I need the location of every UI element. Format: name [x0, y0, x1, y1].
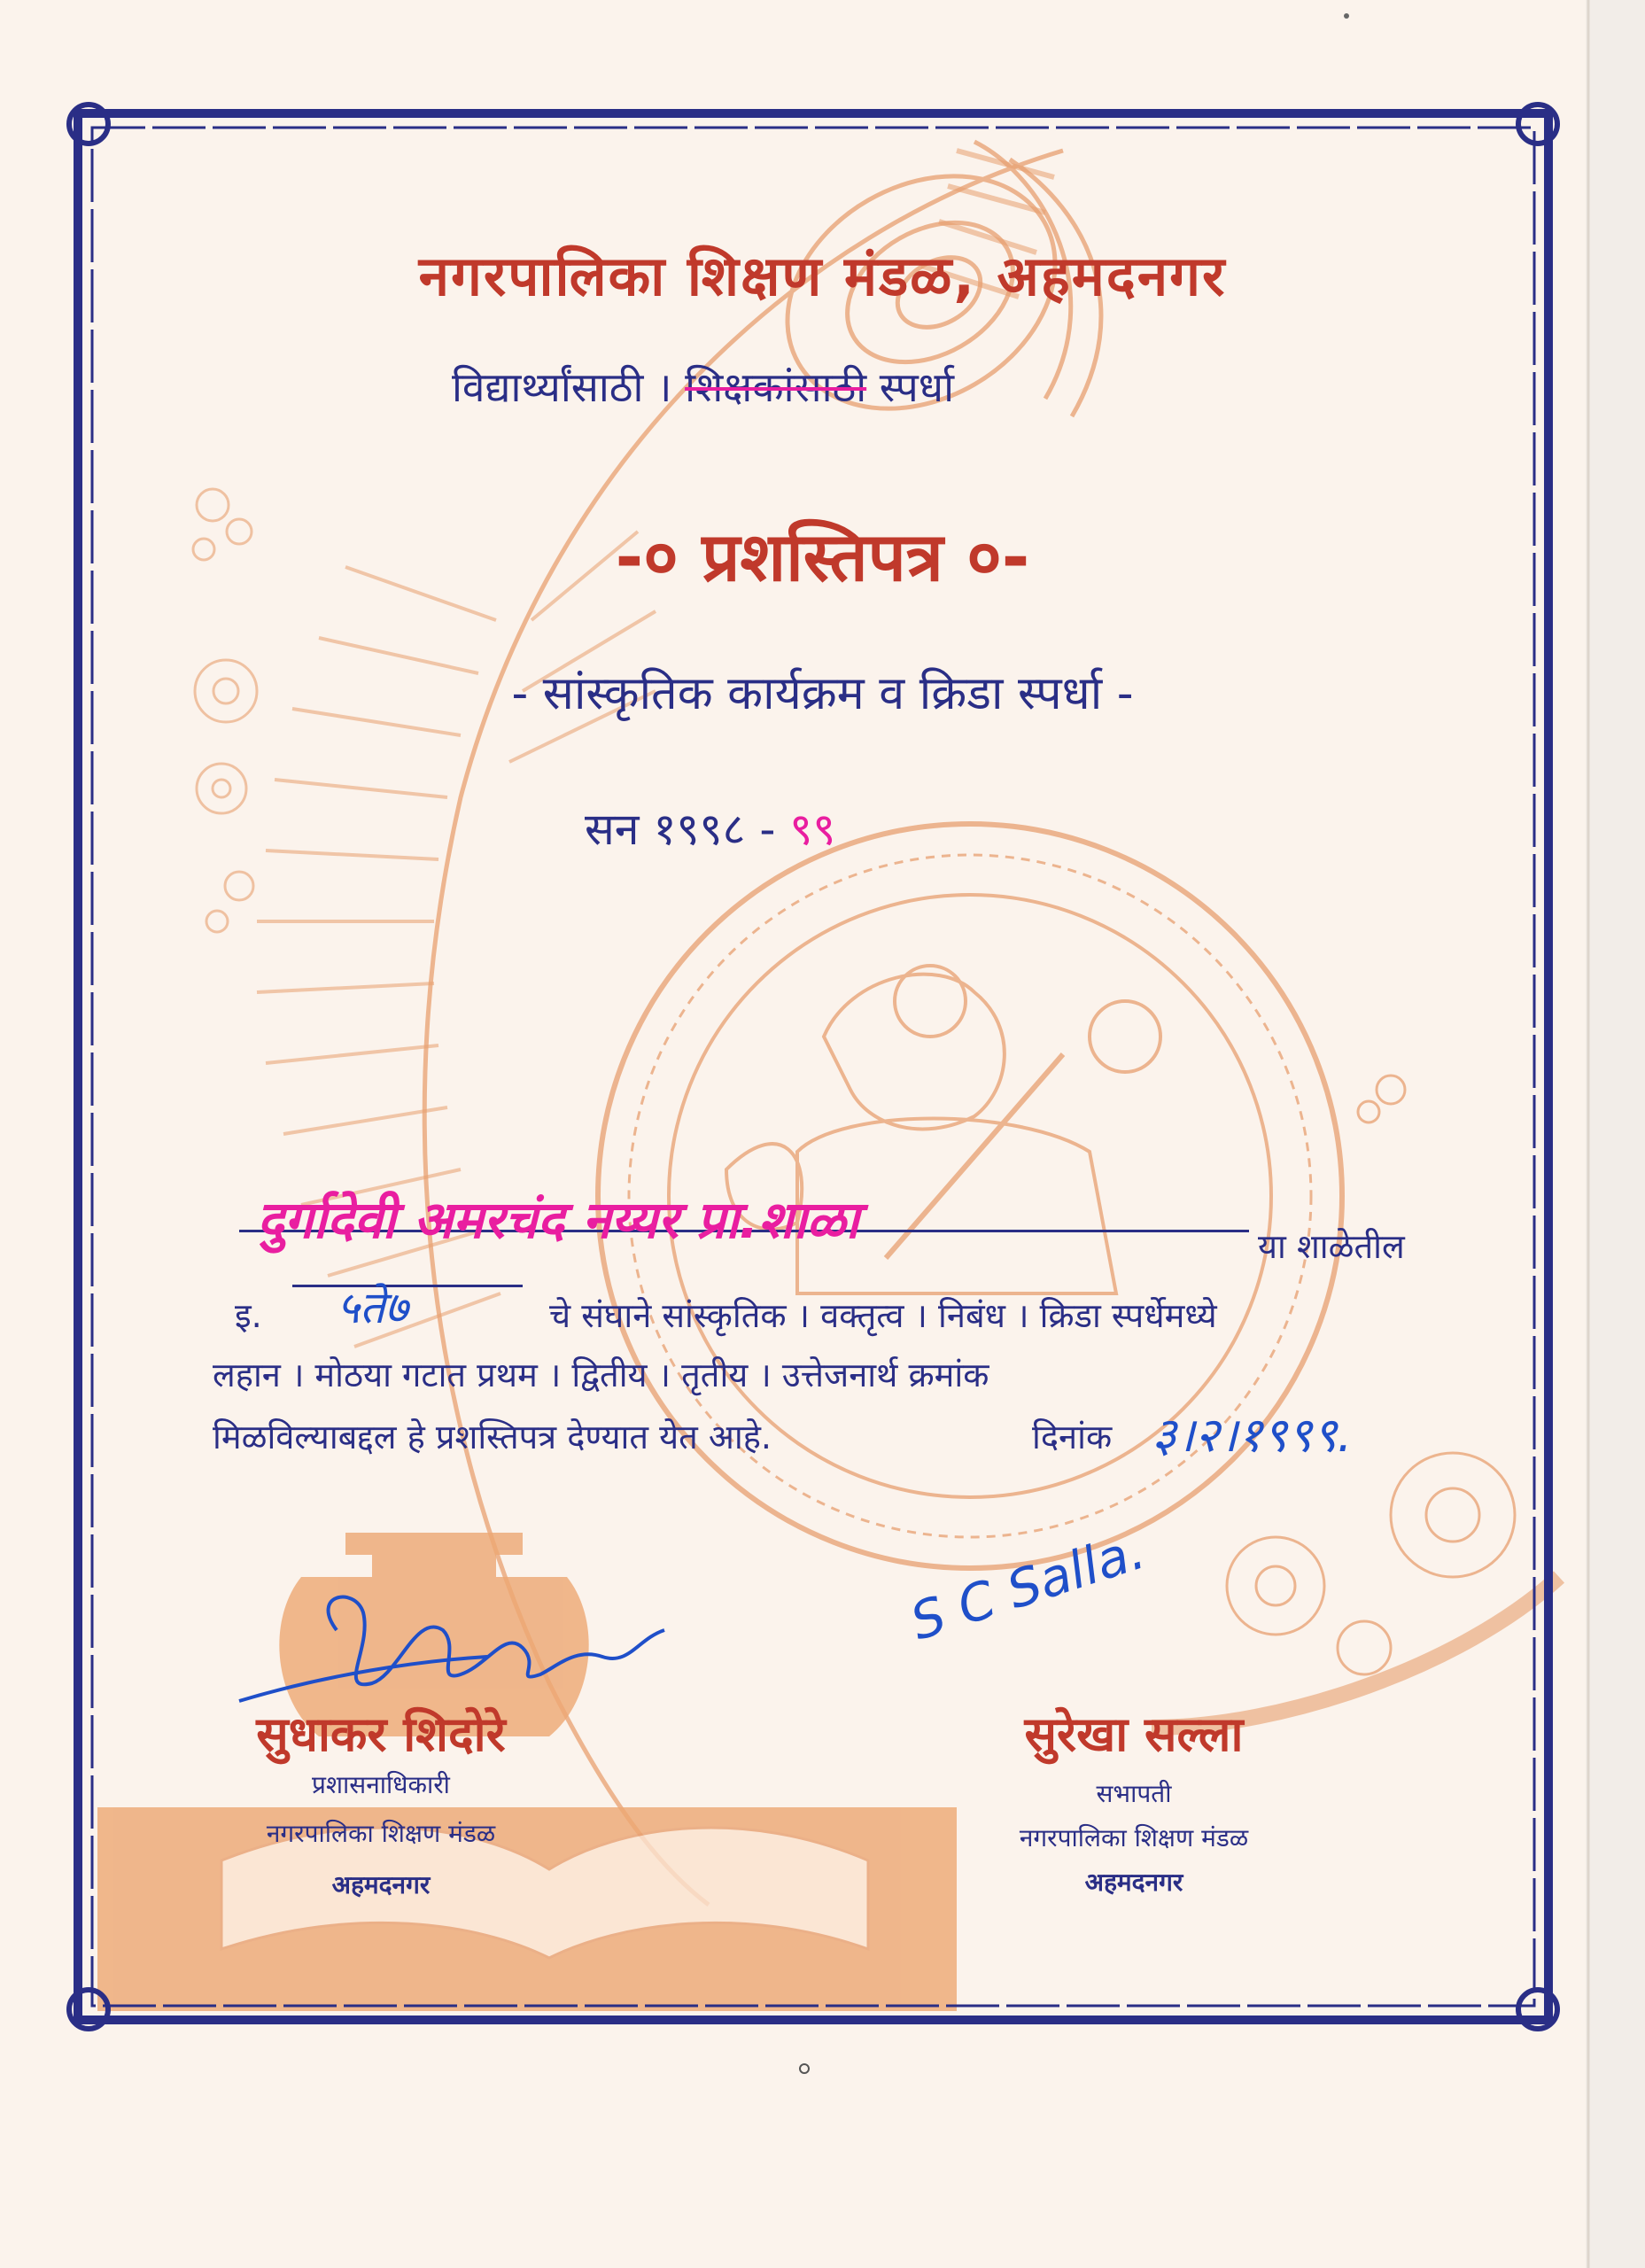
- signatory-right-name: सुरेखा सल्ला: [1024, 1706, 1244, 1762]
- signatory-left-org: नगरपालिका शिक्षण मंडळ: [266, 1819, 496, 1848]
- competition-label: स्पर्धा: [879, 363, 955, 411]
- certificate-title: -० प्रशस्तिपत्र ०-: [615, 517, 1030, 596]
- signatory-left-city: अहमदनगर: [331, 1870, 431, 1899]
- class-handwritten: ५ते७: [337, 1282, 408, 1333]
- separator: ।: [656, 363, 672, 411]
- body-line-4: मिळविल्याबद्दल हे प्रशस्तिपत्र देण्यात येत आहे.: [213, 1418, 772, 1456]
- signatory-right-role: सभापती: [1096, 1779, 1172, 1808]
- year-printed: १९९८: [653, 804, 746, 855]
- signatory-left-name: सुधाकर शिदोरे: [256, 1706, 506, 1762]
- signatory-right-org: नगरपालिका शिक्षण मंडळ: [1019, 1823, 1249, 1852]
- competition-type-line: [452, 359, 954, 414]
- date-label: दिनांक: [1032, 1418, 1113, 1456]
- date-handwritten: ३।२।१९९९.: [1152, 1407, 1353, 1463]
- year-label: सन: [585, 804, 640, 855]
- organization-title: नगरपालिका शिक्षण मंडळ, अहमदनगर: [418, 244, 1227, 308]
- signatory-right-city: अहमदनगर: [1084, 1868, 1183, 1897]
- for-students-label: विद्यार्थ्यांसाठी: [452, 363, 644, 411]
- class-prefix: इ.: [235, 1296, 262, 1335]
- signatory-left-role: प्रशासनाधिकारी: [312, 1770, 450, 1799]
- for-teachers-label: शिक्षकांसाठी: [685, 363, 867, 411]
- signature-right: S C Salla.: [904, 1519, 1152, 1652]
- body-line-3: लहान । मोठया गटात प्रथम । द्वितीय । तृतीय । उत्तेजनार्थ क्रमांक: [213, 1355, 989, 1394]
- academic-year: [585, 797, 835, 858]
- year-handwritten: ९९: [789, 804, 836, 855]
- school-name-handwritten: दुर्गादेवी अमरचंद नय्यर प्रा.शाळा: [257, 1190, 859, 1250]
- certificate-subtitle: - सांस्कृतिक कार्यक्रम व क्रिडा स्पर्धा -: [511, 667, 1134, 720]
- body-line-2: चे संघाने सांस्कृतिक । वक्तृत्व । निबंध । क्रिडा स्पर्धेमध्ये: [549, 1296, 1217, 1335]
- year-dash: -: [759, 804, 776, 855]
- signature-left: [221, 1577, 718, 1710]
- school-suffix: या शाळेतील: [1258, 1227, 1405, 1266]
